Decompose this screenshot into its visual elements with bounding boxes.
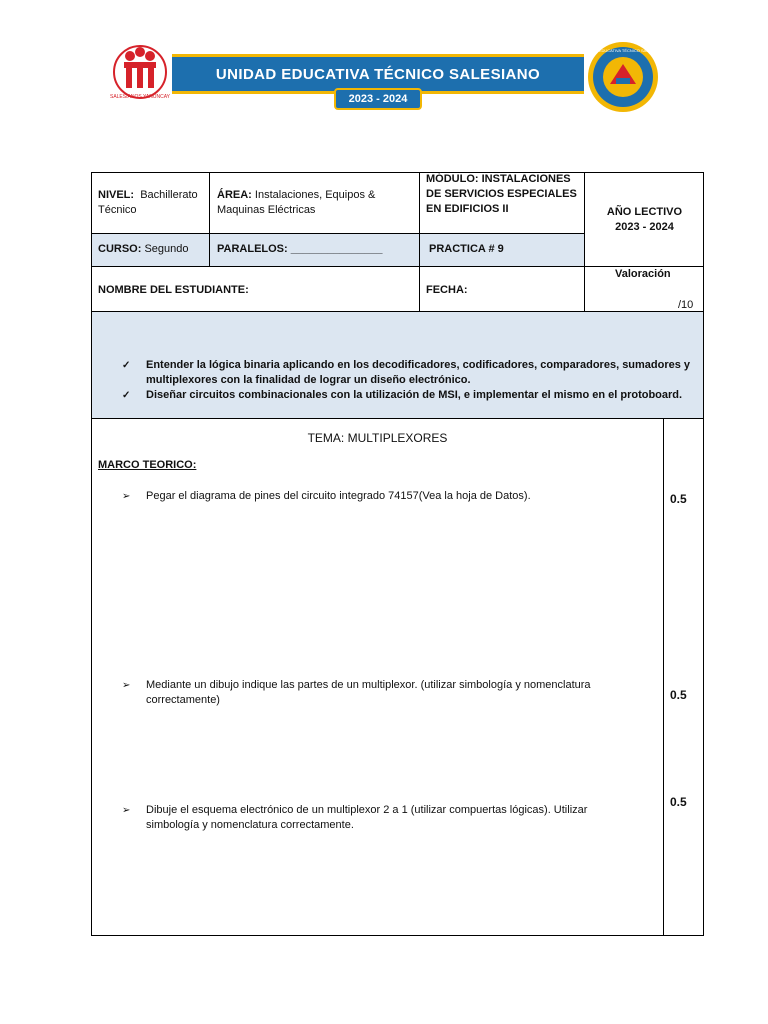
- school-seal-logo: [586, 40, 660, 114]
- table-divider: [419, 172, 420, 312]
- marco-teorico-heading: MARCO TEORICO:: [98, 459, 197, 471]
- school-name: UNIDAD EDUCATIVA TÉCNICO SALESIANO: [215, 65, 541, 83]
- task-item: ➢ Dibuje el esquema electrónico de un multiplexor 2 a 1 (utilizar compuertas lógicas). Utilizar: [122, 804, 588, 816]
- salesianos-logo: [108, 42, 172, 106]
- table-divider: [209, 172, 210, 267]
- task-item: ➢ Mediante un dibujo indique las partes de un multiplexor. (utilizar simbología y nomenclatura: [122, 679, 591, 691]
- nombre-estudiante-cell: NOMBRE DEL ESTUDIANTE:: [98, 284, 249, 296]
- arrow-bullet-icon: ➢: [122, 491, 131, 502]
- tema-title: TEMA: MULTIPLEXORES: [307, 431, 448, 445]
- valoracion-label: Valoración: [615, 268, 671, 280]
- objective-item: ✓ Entender la lógica binaria aplicando en los decodificadores, codificadores, comparadores, sumadores y: [122, 359, 691, 371]
- nivel-cell: NIVEL: Bachillerato Técnico: [98, 189, 198, 216]
- modulo-cell: MÓDULO: INSTALACIONES DE SERVICIOS ESPECIALES EN EDIFICIOS II: [426, 173, 577, 215]
- task-item-continued: correctamente): [146, 694, 220, 706]
- svg-text:UNIDAD EDUCATIVA TÉCNICO SALES: UNIDAD EDUCATIVA TÉCNICO SALESIANO: [586, 48, 660, 53]
- table-divider: [584, 172, 585, 312]
- table-border-left: [91, 172, 92, 936]
- table-border-bottom: [91, 935, 704, 936]
- task-points: 0.5: [670, 795, 687, 809]
- checkmark-icon: ✓: [122, 390, 131, 401]
- valoracion-max: /10: [678, 299, 694, 311]
- points-column-divider: [663, 419, 664, 936]
- svg-text:SALESIANOS YANUNCAY: SALESIANOS YANUNCAY: [109, 94, 171, 100]
- objective-item: ✓ Diseñar circuitos combinacionales con la utilización de MSI, e implementar el mismo en el protoboard.: [122, 389, 683, 401]
- practica-cell: PRACTICA # 9: [429, 243, 504, 255]
- paralelos-cell: PARALELOS: _______________: [217, 243, 383, 255]
- arrow-bullet-icon: ➢: [122, 805, 131, 816]
- table-border-right: [703, 172, 704, 936]
- task-points: 0.5: [670, 688, 687, 702]
- table-border-top: [91, 172, 704, 173]
- year-badge: 2023 - 2024: [334, 88, 422, 110]
- table-divider: [91, 311, 704, 312]
- table-divider: [91, 266, 704, 267]
- checkmark-icon: ✓: [122, 360, 131, 371]
- area-cell: ÁREA: Instalaciones, Equipos & Maquinas Eléctricas: [217, 189, 376, 216]
- arrow-bullet-icon: ➢: [122, 680, 131, 691]
- task-item: ➢ Pegar el diagrama de pines del circuito integrado 74157(Vea la hoja de Datos).: [122, 490, 531, 502]
- anio-lectivo-cell: AÑO LECTIVO 2023 - 2024: [606, 206, 683, 233]
- task-item-continued: simbología y nomenclatura correctamente.: [146, 819, 354, 831]
- task-points: 0.5: [670, 492, 687, 506]
- objective-item-continued: multiplexores con la finalidad de lograr un diseño electrónico.: [146, 374, 471, 386]
- table-divider: [91, 233, 584, 234]
- curso-cell: CURSO: Segundo: [98, 243, 189, 255]
- fecha-cell: FECHA:: [426, 284, 468, 296]
- table-divider: [91, 418, 704, 419]
